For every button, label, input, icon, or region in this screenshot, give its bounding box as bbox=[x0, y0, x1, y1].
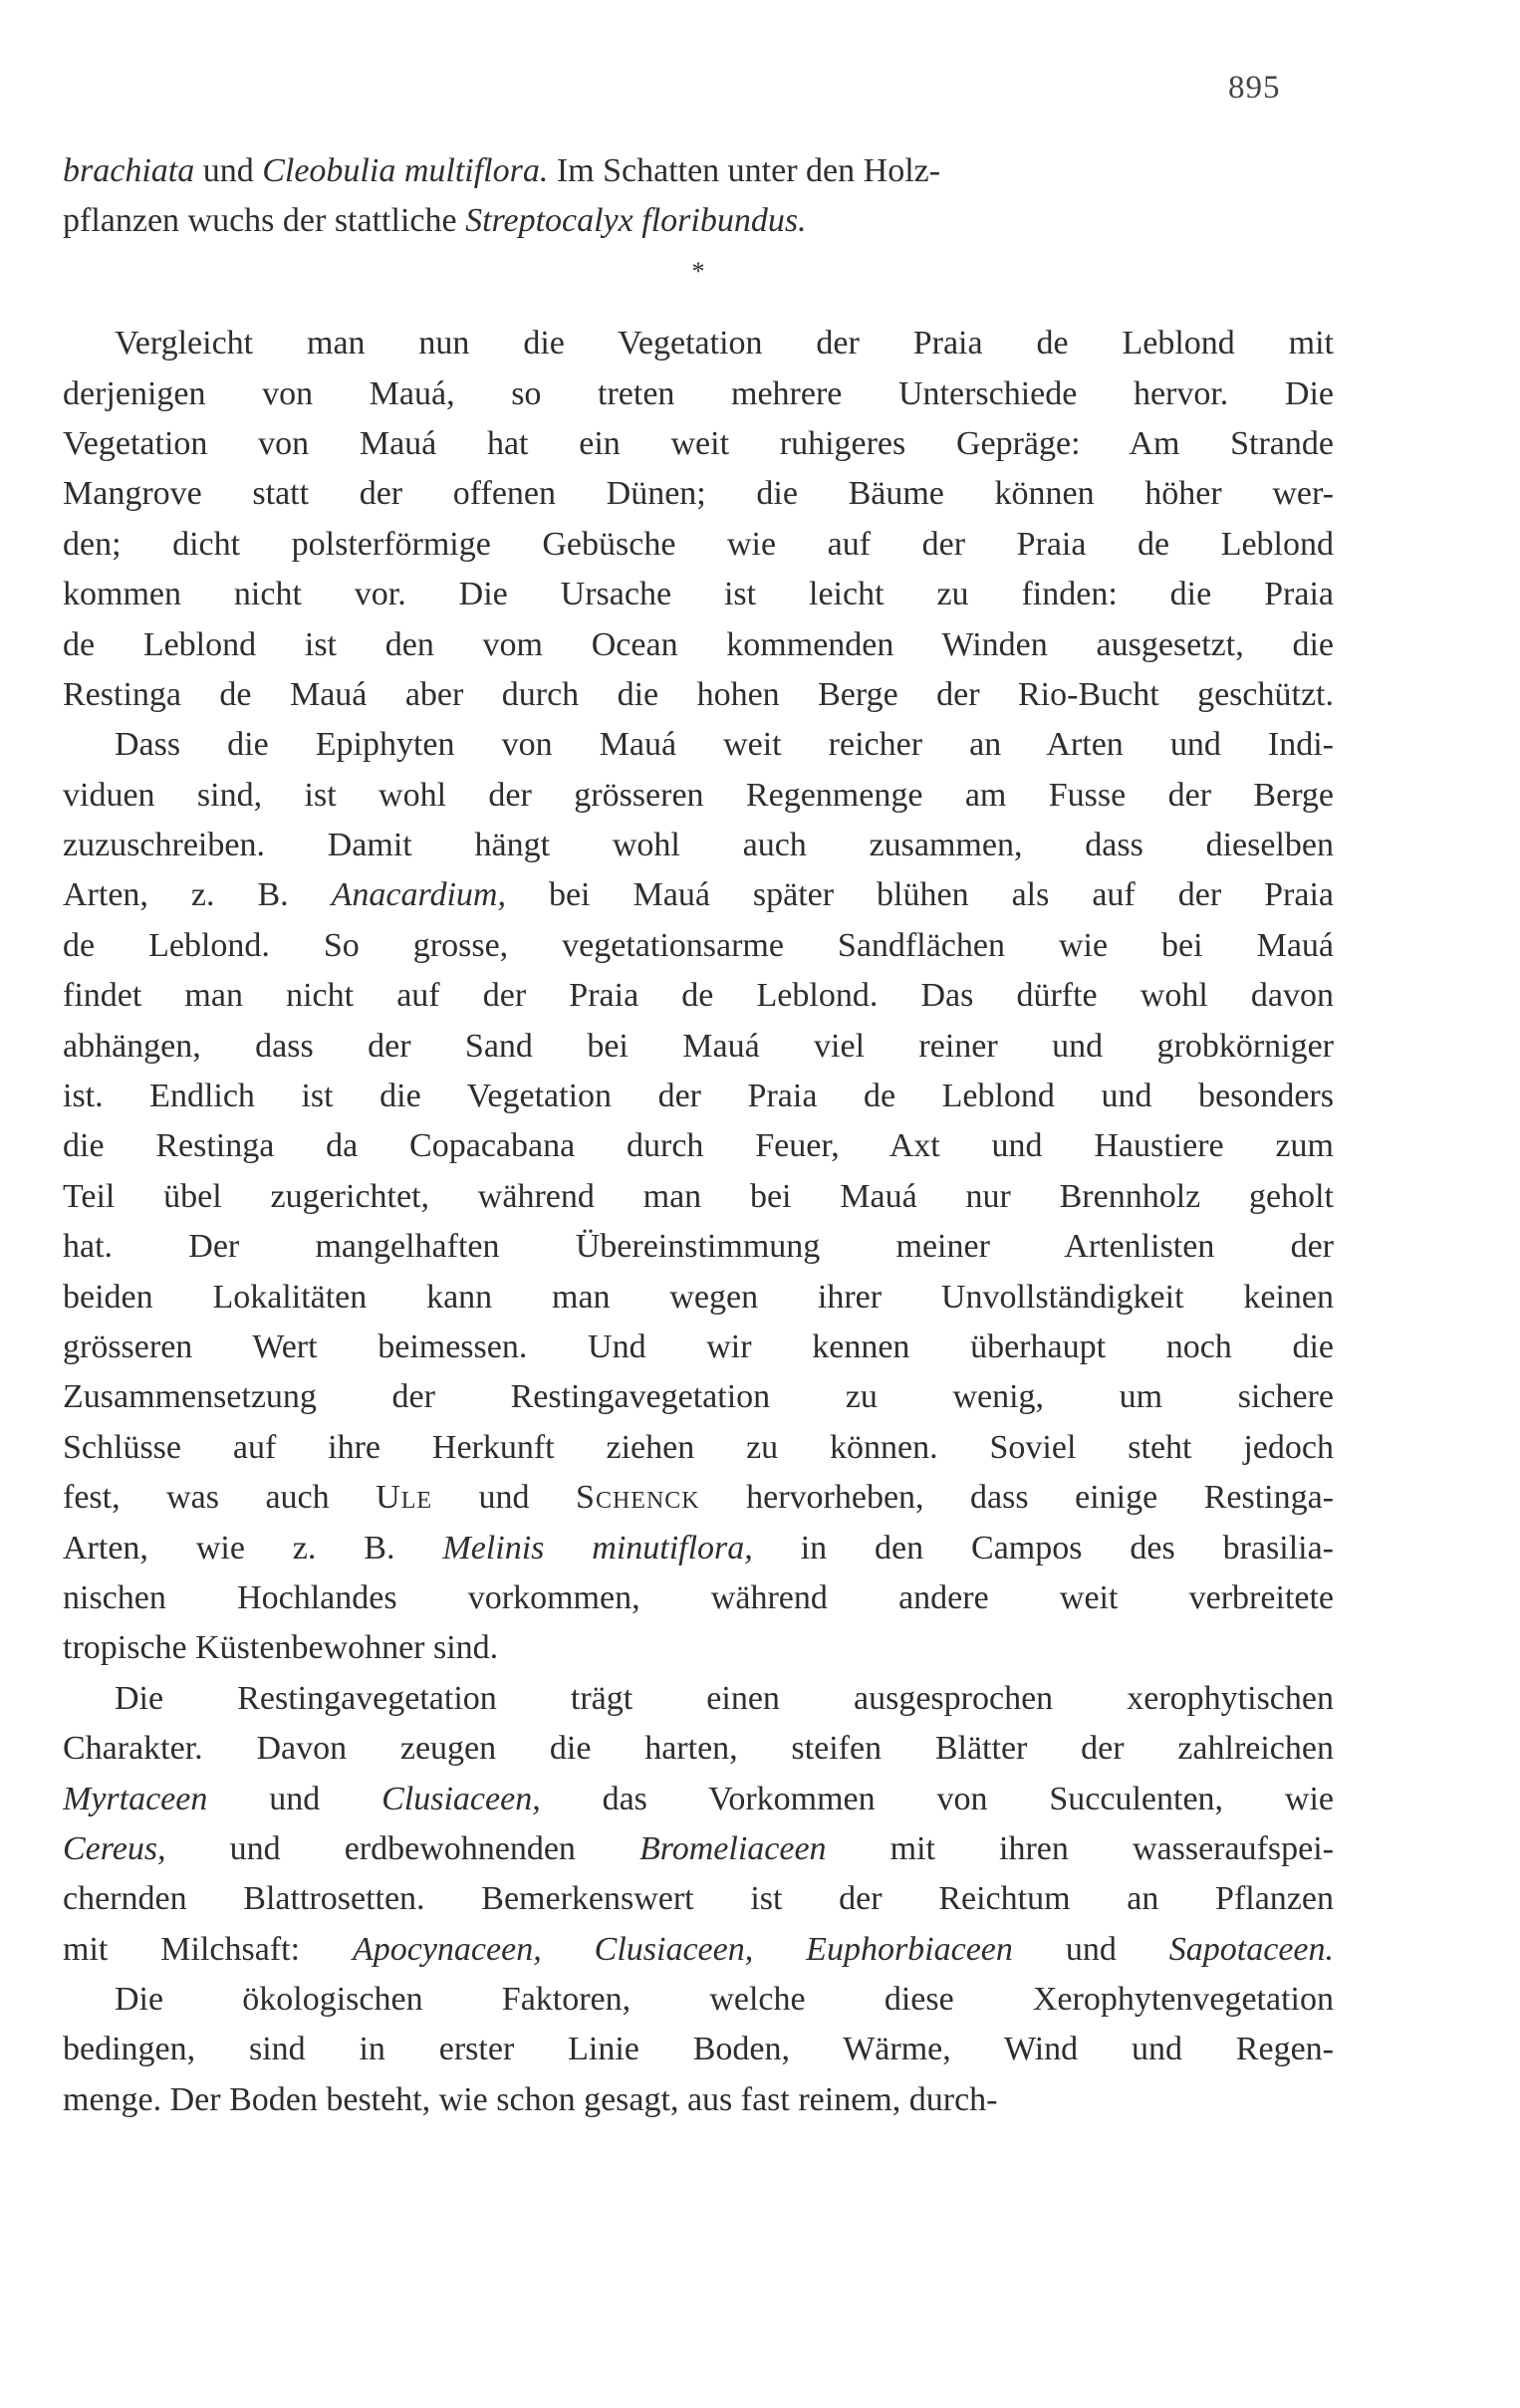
text-line bbox=[63, 1775, 1334, 1824]
text-line bbox=[63, 870, 1334, 920]
text-line bbox=[63, 146, 1334, 196]
text-segment: Restinga de Mauá aber durch die hohen Berge der Rio-Bucht geschützt. bbox=[63, 675, 1334, 713]
text-segment: Arten, wie z. B. bbox=[63, 1529, 443, 1566]
text-segment: findet man nicht auf der Praia de Leblond. Das dürfte wohl davon bbox=[63, 977, 1334, 1015]
text-line bbox=[63, 1674, 1334, 1724]
text-line bbox=[63, 1925, 1334, 1975]
text-segment: zuzuschreiben. Damit hängt wohl auch zusammen, dass dieselben bbox=[63, 827, 1334, 864]
text-line bbox=[63, 520, 1334, 570]
text-line bbox=[63, 821, 1334, 870]
body-text bbox=[63, 146, 1334, 2125]
italic-term: Streptocalyx floribundus. bbox=[465, 202, 807, 240]
spacer bbox=[63, 297, 1334, 319]
text-line bbox=[63, 771, 1334, 821]
page-number: 895 bbox=[1228, 70, 1281, 106]
text-segment: Charakter. Davon zeugen die harten, steifen Blätter der zahlreichen bbox=[63, 1730, 1334, 1768]
text-line bbox=[63, 2075, 1334, 2125]
text-segment: mit Milchsaft: bbox=[63, 1930, 353, 1968]
text-segment: und bbox=[432, 1479, 577, 1517]
text-line bbox=[63, 570, 1334, 619]
italic-term: Cereus, bbox=[63, 1829, 166, 1867]
text-segment: und bbox=[1012, 1930, 1169, 1968]
text-line bbox=[63, 1524, 1334, 1573]
text-segment: Im Schatten unter den Holz- bbox=[548, 152, 941, 189]
text-segment: den; dicht polsterförmige Gebüsche wie auf der Praia de Leblond bbox=[63, 525, 1334, 563]
text-line bbox=[63, 419, 1334, 469]
text-segment: bei Mauá später blühen als auf der Praia bbox=[505, 876, 1334, 914]
text-segment: nischen Hochlandes vorkommen, während andere weit verbreitete bbox=[63, 1578, 1334, 1616]
italic-term: Bromeliaceen bbox=[639, 1829, 827, 1867]
author-name: Schenck bbox=[576, 1479, 700, 1517]
author-name: Ule bbox=[376, 1479, 433, 1517]
text-segment: und erdbewohnenden bbox=[165, 1829, 639, 1867]
text-segment: Teil übel zugerichtet, während man bei Mauá nur Brennholz geholt bbox=[63, 1177, 1334, 1215]
text-segment: das Vorkommen von Succulenten, wie bbox=[540, 1780, 1334, 1817]
italic-term: Clusiaceen, bbox=[381, 1780, 541, 1817]
text-line bbox=[63, 2025, 1334, 2074]
text-segment: de Leblond. So grosse, vegetationsarme Sandflächen wie bei Mauá bbox=[63, 926, 1334, 964]
text-segment: de Leblond ist den vom Ocean kommenden Winden ausgesetzt, die bbox=[63, 625, 1334, 663]
text-line bbox=[63, 1121, 1334, 1171]
italic-term: brachiata bbox=[63, 152, 195, 189]
text-segment: in den Campos des brasilia- bbox=[752, 1529, 1334, 1566]
text-segment: grösseren Wert beimessen. Und wir kennen überhaupt noch die bbox=[63, 1327, 1334, 1365]
text-line bbox=[63, 1022, 1334, 1072]
text-line bbox=[63, 469, 1334, 519]
text-segment: tropische Küstenbewohner sind. bbox=[63, 1629, 499, 1667]
text-segment: Arten, z. B. bbox=[63, 876, 332, 914]
text-segment: und bbox=[207, 1780, 382, 1817]
italic-term: Anacardium, bbox=[331, 876, 506, 914]
text-line bbox=[63, 670, 1334, 720]
text-line bbox=[63, 1573, 1334, 1623]
text-segment: Vegetation von Mauá hat ein weit ruhigeres Gepräge: Am Strande bbox=[63, 424, 1334, 462]
text-line bbox=[63, 1724, 1334, 1774]
text-segment: und bbox=[194, 152, 263, 189]
text-segment: derjenigen von Mauá, so treten mehrere Unterschiede hervor. Die bbox=[63, 374, 1334, 412]
text-line bbox=[63, 971, 1334, 1021]
text-segment: pflanzen wuchs der stattliche bbox=[63, 202, 466, 240]
italic-term: Myrtaceen bbox=[63, 1780, 208, 1817]
text-line bbox=[63, 1423, 1334, 1473]
text-segment: menge. Der Boden besteht, wie schon gesagt, aus fast reinem, durch- bbox=[63, 2080, 998, 2118]
text-segment: die Restinga da Copacabana durch Feuer, Axt und Haustiere zum bbox=[63, 1127, 1334, 1165]
text-line bbox=[63, 319, 1334, 368]
text-segment: Die ökologischen Faktoren, welche diese Xerophytenvegetation bbox=[115, 1981, 1334, 2019]
text-line bbox=[63, 1273, 1334, 1323]
text-line bbox=[63, 720, 1334, 770]
section-separator: * bbox=[691, 256, 705, 286]
italic-term: Apocynaceen, Clusiaceen, Euphorbiaceen bbox=[352, 1930, 1013, 1968]
text-line bbox=[63, 1222, 1334, 1272]
text-line bbox=[63, 1372, 1334, 1422]
text-segment: mit ihren wasseraufspei- bbox=[826, 1829, 1334, 1867]
text-segment: viduen sind, ist wohl der grösseren Regenmenge am Fusse der Berge bbox=[63, 776, 1334, 814]
text-segment: hat. Der mangelhaften Übereinstimmung meiner Artenlisten der bbox=[63, 1228, 1334, 1266]
text-line bbox=[63, 1072, 1334, 1121]
text-segment: hervorheben, dass einige Restinga- bbox=[699, 1479, 1334, 1517]
text-segment: Mangrove statt der offenen Dünen; die Bäume können höher wer- bbox=[63, 475, 1334, 513]
text-segment: beiden Lokalitäten kann man wegen ihrer Unvollständigkeit keinen bbox=[63, 1278, 1334, 1316]
text-line bbox=[63, 620, 1334, 670]
text-segment: abhängen, dass der Sand bei Mauá viel reiner und grobkörniger bbox=[63, 1027, 1334, 1065]
text-segment: fest, was auch bbox=[63, 1479, 377, 1517]
text-segment: Zusammensetzung der Restingavegetation zu wenig, um sichere bbox=[63, 1378, 1334, 1416]
text-segment: bedingen, sind in erster Linie Boden, Wärme, Wind und Regen- bbox=[63, 2031, 1334, 2068]
text-segment: Dass die Epiphyten von Mauá weit reicher an Arten und Indi- bbox=[115, 726, 1334, 764]
italic-term: Cleobulia multiflora. bbox=[262, 152, 549, 189]
text-line bbox=[63, 1975, 1334, 2025]
text-line bbox=[63, 1323, 1334, 1372]
text-line bbox=[63, 921, 1334, 971]
text-segment: Schlüsse auf ihre Herkunft ziehen zu können. Soviel steht jedoch bbox=[63, 1428, 1334, 1466]
text-line bbox=[63, 1874, 1334, 1924]
text-line bbox=[63, 1623, 1334, 1673]
text-segment: ist. Endlich ist die Vegetation der Praia de Leblond und besonders bbox=[63, 1078, 1334, 1115]
italic-term: Melinis minutiflora, bbox=[442, 1529, 753, 1566]
text-segment: Vergleicht man nun die Vegetation der Praia de Leblond mit bbox=[115, 325, 1334, 362]
text-line bbox=[63, 1473, 1334, 1523]
text-line bbox=[63, 1824, 1334, 1874]
text-segment: chernden Blattrosetten. Bemerkenswert ist der Reichtum an Pflanzen bbox=[63, 1880, 1334, 1918]
text-line bbox=[63, 196, 1334, 246]
text-line bbox=[63, 1172, 1334, 1222]
text-line bbox=[63, 369, 1334, 419]
italic-term: Sapotaceen. bbox=[1168, 1930, 1334, 1968]
text-segment: kommen nicht vor. Die Ursache ist leicht zu finden: die Praia bbox=[63, 576, 1334, 613]
text-segment: Die Restingavegetation trägt einen ausgesprochen xerophytischen bbox=[115, 1679, 1334, 1717]
